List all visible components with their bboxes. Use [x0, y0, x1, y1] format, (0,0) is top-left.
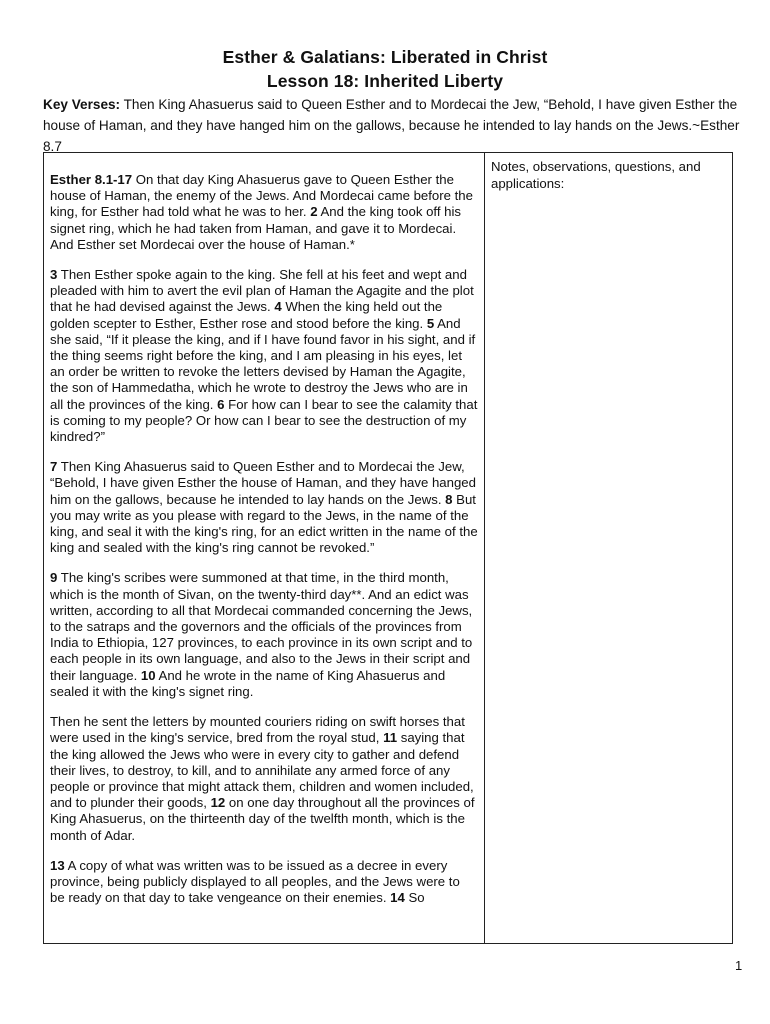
verse-number: 7 — [50, 459, 58, 475]
verse-number: 11 — [383, 730, 398, 746]
notes-label: Notes, observations, questions, and applications: — [491, 159, 701, 191]
scripture-paragraph — [50, 459, 478, 556]
verse-number: 5 — [426, 315, 435, 331]
scripture-column — [44, 153, 485, 944]
verse-number: 13 — [50, 857, 65, 873]
verse-text: Then Esther spoke again to the king. She fell at his feet and wept and pleaded with him to avert the evil plan of Haman the Agagite and the plot that he had devised against the Jews. — [50, 267, 474, 315]
verse-number: 9 — [50, 570, 58, 586]
scripture-paragraph — [50, 858, 478, 907]
verse-number: 8 — [445, 491, 453, 507]
verse-number: 10 — [140, 667, 156, 683]
verse-number: 4 — [274, 299, 282, 315]
scripture-paragraph — [50, 267, 478, 445]
scripture-paragraph — [50, 570, 478, 700]
scripture-passage — [44, 153, 484, 906]
verse-text: But you may write as you please with regard to the Jews, in the name of the king, and seal it with the king's ring, for an edict written in the name of the king and sealed with the king's ring cannot be revoked.” — [50, 491, 478, 556]
key-verses — [43, 94, 743, 157]
verse-text: The king's scribes were summoned at that time, in the third month, which is the month of Sivan, on the twenty-third day**. And an edict was written, according to all that Mordecai commanded concerning the Jews, to the satraps and the governors and the officials of the provinces from India to Ethiopia, 127 provinces, to each province in its own script and to each people in its own language, and also to the Jews in their script and their language. — [50, 570, 473, 683]
verse-text: On that day King Ahasuerus gave to Queen Esther the house of Haman, the enemy of the Jews. And Mordecai came before the king, for Esther had told what he was to her. — [50, 172, 473, 220]
verse-number: 3 — [50, 267, 58, 283]
verse-number: 14 — [390, 890, 405, 906]
verse-text: Then he sent the letters by mounted couriers riding on swift horses that were used in the king's service, bred from the royal stud, — [50, 714, 465, 746]
verse-text: on one day throughout all the provinces of King Ahasuerus, on the thirteenth day of the twelfth month, which is the month of Adar. — [50, 795, 475, 843]
verse-text: Then King Ahasuerus said to Queen Esther and to Mordecai the Jew, “Behold, I have given Esther the house of Haman, and they have hanged him on the gallows, because he intended to lay hands on the Jews. — [50, 459, 476, 507]
verse-text: For how can I bear to see the calamity that is coming to my people? Or how can I bear to see the destruction of my kindred?” — [50, 396, 478, 445]
verse-text: A copy of what was written was to be issued as a decree in every province, being publicly displayed to all peoples, and the Jews were to be ready on that day to take vengeance on their enemies. — [50, 857, 460, 906]
page-number: 1 — [735, 958, 743, 973]
notes-column — [485, 153, 733, 944]
verse-text: So — [404, 890, 425, 906]
verse-text: And the king took off his signet ring, which he had taken from Haman, and gave it to Mordecai. And Esther set Mordecai over the house of Haman.* — [50, 204, 462, 252]
scripture-paragraph — [50, 172, 478, 253]
verse-text: And she said, “If it please the king, and if I have found favor in his sight, and if the thing seems right before the king, and I am pleasing in his eyes, let an order be written to revoke the letters devised by Haman the Agagite, the son of Hammedatha, which he wrote to destroy the Jews who are in all the provinces of the king. — [50, 315, 476, 412]
key-verses-label: Key Verses: — [43, 97, 121, 112]
verse-number: 6 — [217, 396, 225, 412]
verse-number: Esther 8.1-17 — [50, 172, 133, 187]
verse-text: And he wrote in the name of King Ahasuerus and sealed it with the king's signet ring. — [50, 667, 446, 699]
study-table — [43, 152, 733, 944]
lesson-title: Lesson 18: Inherited Liberty — [266, 71, 504, 91]
verse-number: 2 — [310, 204, 318, 220]
verse-number: 12 — [210, 795, 226, 811]
verse-text: saying that the king allowed the Jews who were in every city to gather and defend their lives, to destroy, to kill, and to annihilate any armed force of any people or province that might attack them, children and women included, and to plunder their goods, — [50, 730, 474, 811]
key-verses-text: Then King Ahasuerus said to Queen Esther and to Mordecai the Jew, “Behold, I have given Esther the house of Haman, and they have hanged him on the gallows, because he intended to lay hands on the Jews.~Esther 8.7 — [43, 97, 740, 154]
verse-text: When the king held out the golden scepter to Esther, Esther rose and stood before the king. — [50, 299, 443, 331]
document-title: Esther & Galatians: Liberated in Christ — [222, 47, 548, 67]
scripture-paragraph — [50, 714, 478, 844]
